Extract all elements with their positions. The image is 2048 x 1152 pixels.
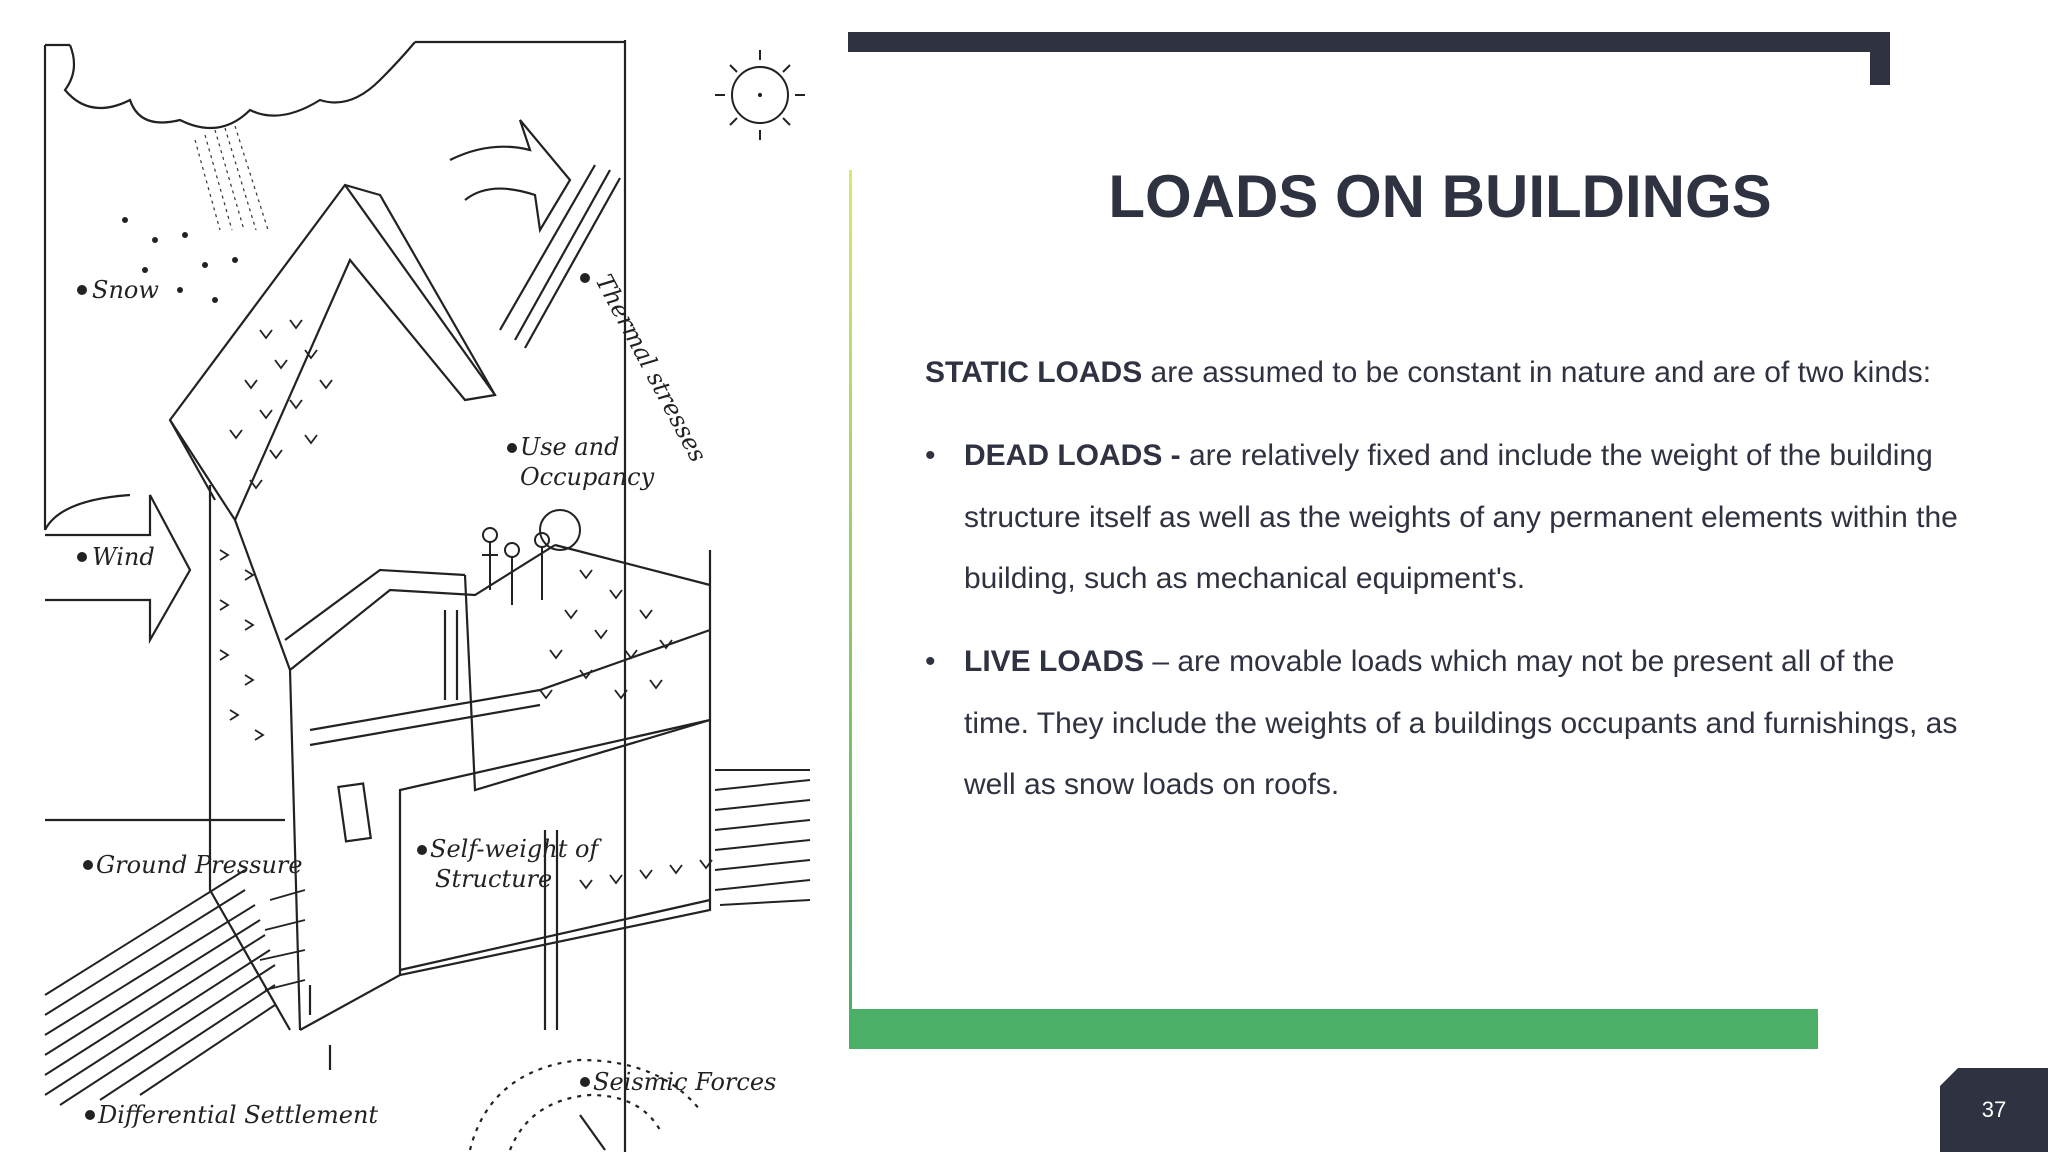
label-wind: Wind <box>92 543 155 571</box>
bullet-text: – are movable loads which may not be present all of the time. They include the weights of a buildings occupants and furnishings, as well as snow loads on roofs. <box>964 645 1958 801</box>
label-thermal: Thermal stresses <box>589 269 713 467</box>
bullet-body <box>964 631 1964 816</box>
vertical-accent-line <box>849 170 852 1010</box>
top-accent-bar-end <box>1870 32 1890 85</box>
bullet-marker: • <box>925 439 936 472</box>
label-use-occupancy-1: Use and <box>520 433 620 461</box>
bullet-bold: DEAD LOADS - <box>964 439 1189 472</box>
intro-bold: STATIC LOADS <box>925 356 1143 389</box>
slide-title: LOADS ON BUILDINGS <box>1108 163 1772 230</box>
label-self-weight-1: Self-weight of <box>430 835 599 863</box>
label-differential-settlement: Differential Settlement <box>98 1101 379 1129</box>
green-accent-bar <box>849 1009 1818 1049</box>
label-use-occupancy-2: Occupancy <box>520 463 655 491</box>
label-self-weight-2: Structure <box>435 865 553 893</box>
bullet-marker: • <box>925 645 936 678</box>
building-loads-illustration <box>20 30 820 1152</box>
label-snow: Snow <box>92 276 159 304</box>
building-sketch-svg <box>20 30 820 1152</box>
label-seismic: Seismic Forces <box>593 1068 777 1096</box>
bullet-text: are relatively fixed and include the weight of the building structure itself as well as the weights of any permanent elements within the building, such as mechanical equipment's. <box>964 439 1958 595</box>
top-accent-bar <box>848 32 1890 52</box>
label-ground-pressure: Ground Pressure <box>96 851 303 879</box>
bullet-body <box>964 425 1964 610</box>
page-number: 37 <box>1981 1097 2007 1122</box>
intro-paragraph <box>925 352 2035 394</box>
intro-text: are assumed to be constant in nature and are of two kinds: <box>1142 356 1932 389</box>
bullet-bold: LIVE LOADS <box>964 645 1145 678</box>
